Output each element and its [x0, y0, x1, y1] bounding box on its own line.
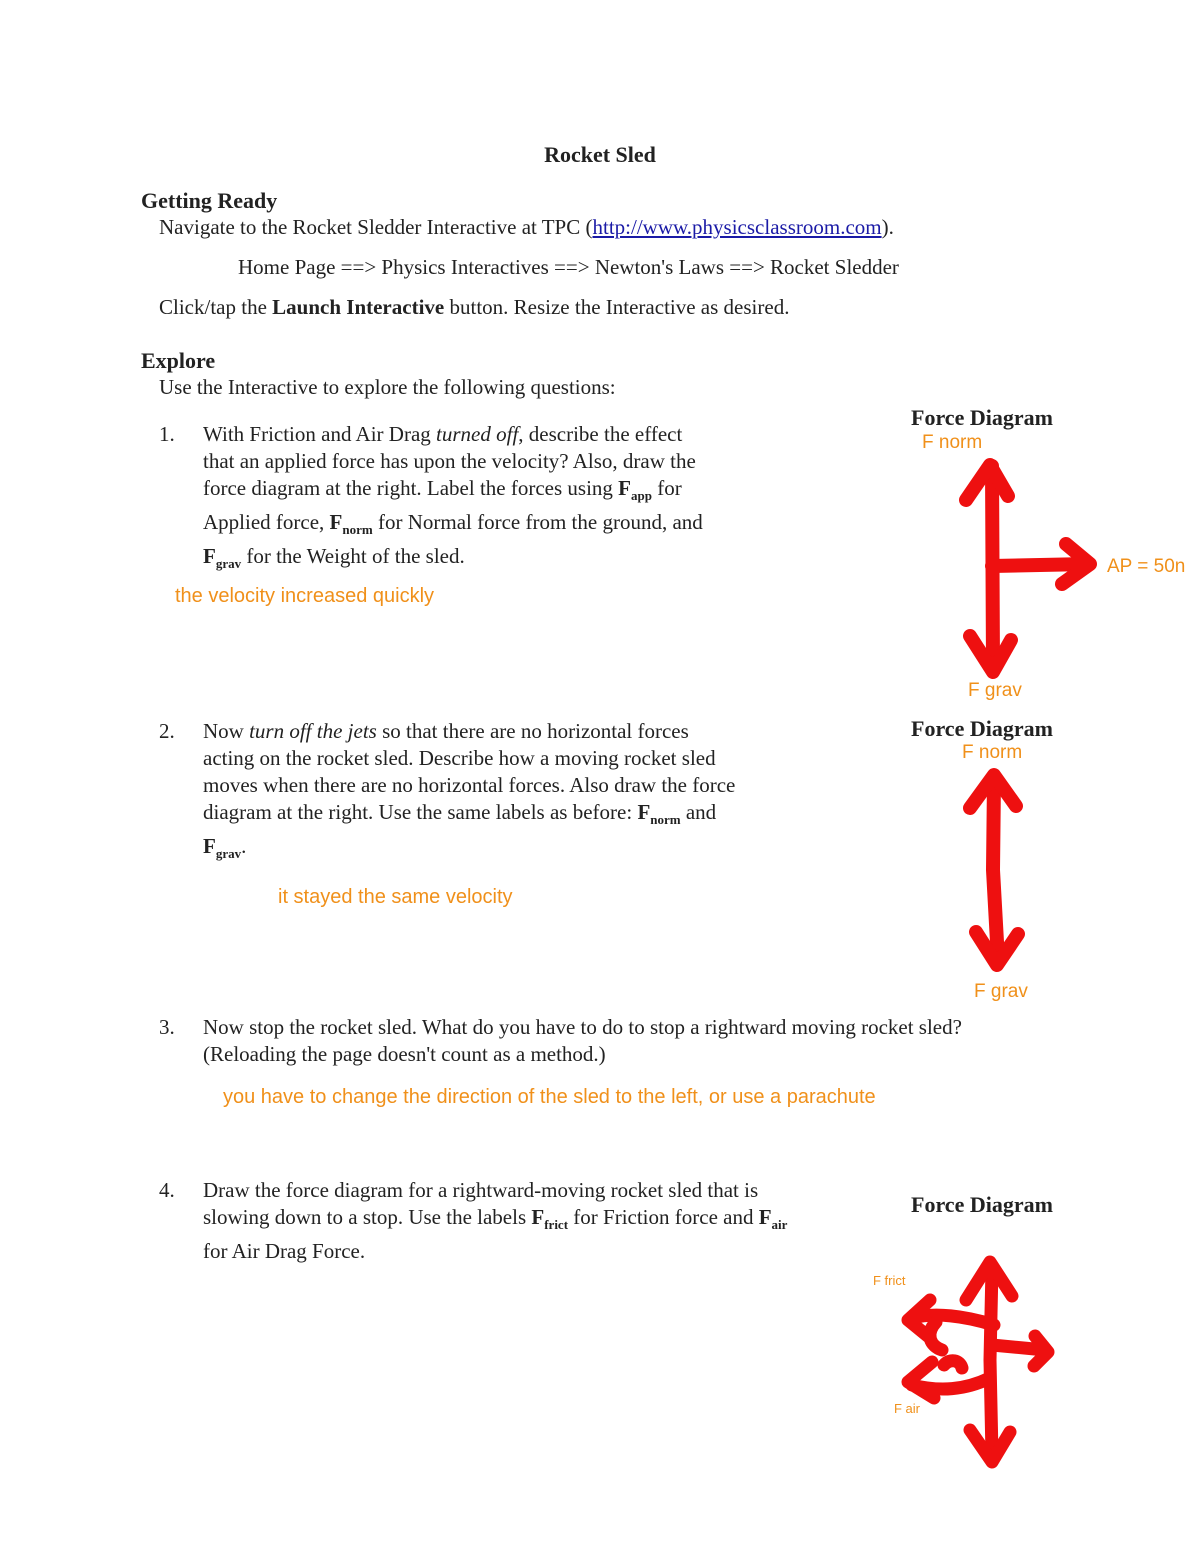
- label-f-grav: F grav: [968, 680, 1022, 701]
- navigate-suffix: ).: [881, 215, 894, 239]
- question-number: 1.: [159, 422, 175, 446]
- question-line: Draw the force diagram for a rightward-moving rocket sled that is: [203, 1178, 759, 1202]
- text-run: for: [651, 476, 682, 500]
- force-subscript: norm: [342, 522, 373, 537]
- question-number: 2.: [159, 719, 175, 743]
- text-run: Now: [203, 719, 250, 743]
- label-f-norm: F norm: [962, 742, 1023, 763]
- text-run: for the Weight of the sled.: [241, 544, 465, 568]
- text-run: and: [680, 800, 717, 824]
- navigation-path: Home Page ==> Physics Interactives ==> Newton's Laws ==> Rocket Sledder: [238, 255, 899, 279]
- page-title: Rocket Sled: [544, 142, 656, 167]
- text-run: .: [241, 834, 247, 858]
- label-f-frict: F frict: [873, 1273, 906, 1288]
- launch-text: Click/tap the: [159, 295, 273, 319]
- text-run: so that there are no horizontal forces: [376, 719, 689, 743]
- force-subscript: frict: [544, 1217, 569, 1232]
- force-symbol: F: [758, 1205, 772, 1229]
- text-run: Applied force,: [203, 510, 330, 534]
- question-number: 4.: [159, 1178, 175, 1202]
- question-line: for Air Drag Force.: [203, 1239, 366, 1263]
- label-f-grav: F grav: [974, 981, 1028, 1002]
- force-subscript: air: [771, 1217, 788, 1232]
- force-symbol: F: [203, 544, 216, 568]
- emphasis: turn off the jets: [249, 719, 377, 743]
- emphasis: turned off: [436, 422, 519, 446]
- text-run: slowing down to a stop. Use the labels: [203, 1205, 532, 1229]
- force-diagram-heading: Force Diagram: [911, 716, 1053, 741]
- answer-2: it stayed the same velocity: [278, 886, 513, 908]
- question-line: moves when there are no horizontal forces. Also draw the force: [203, 773, 736, 797]
- section-heading-explore: Explore: [141, 348, 216, 373]
- text-run: for Normal force from the ground, and: [372, 510, 703, 534]
- text-run: , describe the effect: [518, 422, 683, 446]
- launch-suffix: button. Resize the Interactive as desired.: [444, 295, 790, 319]
- force-diagram-heading: Force Diagram: [911, 1192, 1053, 1217]
- explore-intro: Use the Interactive to explore the following questions:: [159, 375, 616, 399]
- launch-interactive-label: Launch Interactive: [272, 295, 445, 319]
- force-symbol: F: [329, 510, 343, 534]
- force-symbol: F: [637, 800, 651, 824]
- text-run: for Friction force and: [568, 1205, 759, 1229]
- question-number: 3.: [159, 1015, 175, 1039]
- question-line: acting on the rocket sled. Describe how a moving rocket sled: [203, 746, 716, 770]
- label-applied-force: AP = 50n: [1107, 556, 1186, 577]
- question-line: that an applied force has upon the velocity? Also, draw the: [203, 449, 696, 473]
- label-f-norm: F norm: [922, 432, 983, 453]
- answer-3: you have to change the direction of the sled to the left, or use a parachute: [223, 1086, 876, 1108]
- label-f-air: F air: [894, 1401, 920, 1416]
- navigate-text: Navigate to the Rocket Sledder Interactive at TPC (: [159, 215, 593, 239]
- question-line: Now stop the rocket sled. What do you have to do to stop a rightward moving rocket sled?: [203, 1015, 962, 1039]
- section-heading-getting-ready: Getting Ready: [141, 188, 278, 213]
- tpc-link[interactable]: http://www.physicsclassroom.com: [592, 215, 882, 239]
- text-run: With Friction and Air Drag: [203, 422, 437, 446]
- question-line: (Reloading the page doesn't count as a method.): [203, 1042, 606, 1066]
- text-run: diagram at the right. Use the same labels as before:: [203, 800, 638, 824]
- force-symbol: F: [618, 476, 631, 500]
- force-subscript: app: [631, 488, 652, 503]
- text-run: force diagram at the right. Label the forces using: [203, 476, 619, 500]
- force-subscript: grav: [215, 846, 242, 861]
- force-diagram-heading: Force Diagram: [911, 405, 1053, 430]
- force-subscript: grav: [215, 556, 242, 571]
- answer-1: the velocity increased quickly: [175, 585, 435, 607]
- force-symbol: F: [531, 1205, 545, 1229]
- force-symbol: F: [203, 834, 216, 858]
- force-subscript: norm: [650, 812, 681, 827]
